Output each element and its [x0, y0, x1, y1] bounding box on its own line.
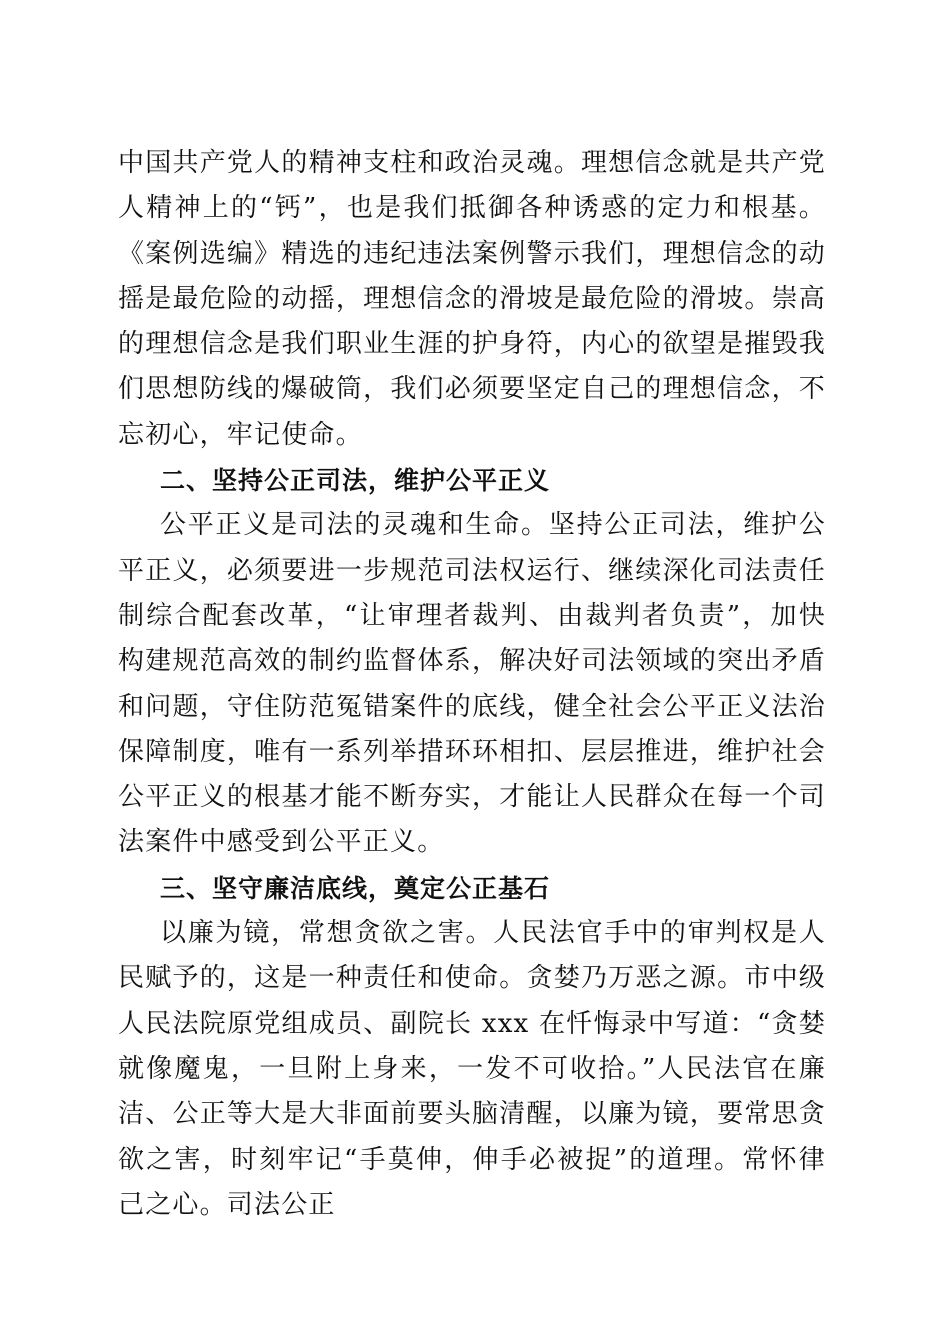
body-paragraph: 公平正义是司法的灵魂和生命。坚持公正司法，维护公平正义，必须要进一步规范司法权运行、继续深化司法责任制综合配套改革，“让审理者裁判、由裁判者负责”，加快构建规范高效的制约监督体系，解决好司法领域的突出矛盾和问题，守住防范冤错案件的底线，健全社会公平正义法治保障制度，唯有一系列举措环环相扣、层层推进，维护社会公平正义的根基才能不断夯实，才能让人民群众在每一个司法案件中感受到公平正义。 — [118, 510, 826, 858]
document-body — [118, 141, 826, 1228]
section-heading: 三、坚守廉洁底线，奠定公正基石 — [160, 873, 551, 903]
body-paragraph: 中国共产党人的精神支柱和政治灵魂。理想信念就是共产党人精神上的“钙”，也是我们抵御各种诱惑的定力和根基。《案例选编》精选的违纪违法案例警示我们，理想信念的动摇是最危险的动摇，理想信念的滑坡是最危险的滑坡。崇高的理想信念是我们职业生涯的护身符，内心的欲望是摧毁我们思想防线的爆破筒，我们必须要坚定自己的理想信念，不忘初心，牢记使命。 — [118, 148, 826, 450]
body-paragraph: 以廉为镜，常想贪欲之害。人民法官手中的审判权是人民赋予的，这是一种责任和使命。贪婪乃万恶之源。市中级人民法院原党组成员、副院长 xxx 在忏悔录中写道：“贪婪就像魔鬼，一旦附上身来，一发不可收拾。”人民法官在廉洁、公正等大是大非面前要头脑清醒，以廉为镜，要常思贪欲之害，时刻牢记“手莫伸，伸手必被捉”的道理。常怀律己之心。司法公正 — [118, 918, 826, 1220]
section-heading: 二、坚持公正司法，维护公平正义 — [160, 466, 551, 496]
